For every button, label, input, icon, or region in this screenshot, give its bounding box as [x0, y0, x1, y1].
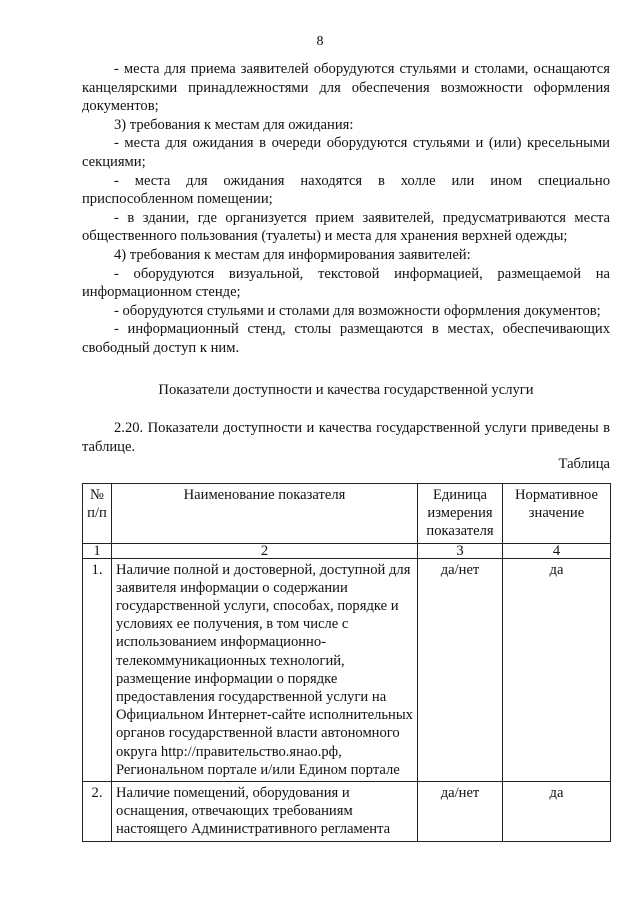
row-num: 2. [83, 782, 112, 842]
paragraph-5: - в здании, где организуется прием заявителей, предусматриваются места общественного пользования (туалеты) и места для хранения верхней одежды; [82, 209, 610, 245]
intro-text: 2.20. Показатели доступности и качества государственной услуги приведены в таблице. [82, 420, 610, 455]
table-row [83, 558, 611, 781]
header-name: Наименование показателя [112, 484, 418, 544]
header-value: Нормативное значение [503, 484, 611, 544]
column-number: 3 [418, 543, 503, 558]
table-header-row [83, 484, 611, 544]
paragraph-9: - информационный стенд, столы размещаются в местах, обеспечивающих свободный доступ к ним. [82, 321, 610, 356]
table-column-numbers-row [83, 543, 611, 558]
column-number: 1 [83, 543, 112, 558]
column-number: 4 [503, 543, 611, 558]
paragraph-8: - оборудуются стульями и столами для возможности оформления документов; [114, 302, 601, 319]
header-num: № п/п [83, 484, 112, 544]
table-label: Таблица [558, 456, 610, 472]
row-unit: да/нет [418, 558, 503, 781]
paragraph-1: - места для приема заявителей оборудуются стульями и столами, оснащаются канцелярскими принадлежностями для обеспечения возможности оформления документов; [82, 61, 610, 115]
table-row [83, 782, 611, 842]
row-name: Наличие помещений, оборудования и оснащения, отвечающих требованиям настоящего Административного регламента [112, 782, 418, 842]
page-number: 8 [316, 34, 324, 49]
row-name: Наличие полной и достоверной, доступной для заявителя информации о содержании государственной услуги, способах, порядке и условиях ее получения, в том числе с использованием информационно-телекоммуникационных технологий, размещение информации о порядке предоставления государственной услуги на Официальном Интернет-сайте исполнительных органов государственной власти автономного округа http://правительство.янао.рф, Региональном портале и/или Едином портале [112, 558, 418, 781]
intro-paragraph [82, 419, 610, 456]
row-value: да [503, 558, 611, 781]
paragraph-3: - места для ожидания в очереди оборудуются стульями и (или) кресельными секциями; [82, 135, 610, 170]
row-num: 1. [83, 558, 112, 781]
row-value: да [503, 782, 611, 842]
paragraph-2: 3) требования к местам для ожидания: [114, 116, 354, 133]
paragraph-6: 4) требования к местам для информирования заявителей: [114, 246, 471, 263]
indicators-table [82, 483, 611, 842]
body-text [82, 60, 610, 358]
header-unit: Единица измерения показателя [418, 484, 503, 544]
row-unit: да/нет [418, 782, 503, 842]
paragraph-7: - оборудуются визуальной, текстовой информацией, размещаемой на информационном стенде; [82, 265, 610, 301]
paragraph-4: - места для ожидания находятся в холле или ином специально приспособленном помещении; [82, 172, 610, 208]
section-title: Показатели доступности и качества государственной услуги [158, 382, 534, 398]
column-number: 2 [112, 543, 418, 558]
